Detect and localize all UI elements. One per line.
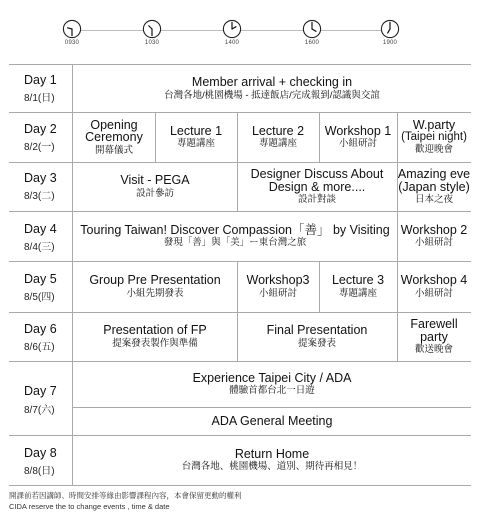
day-name: Day 2 bbox=[24, 122, 57, 136]
event-subtitle: 小組先期發表 bbox=[126, 287, 184, 299]
day-date: 8/8(日) bbox=[24, 466, 55, 477]
event-subtitle: 小組研討 bbox=[338, 138, 377, 150]
event-subtitle: 設計參訪 bbox=[135, 187, 174, 199]
column-divider bbox=[237, 261, 238, 312]
clock-icon bbox=[62, 19, 82, 39]
event-title: Group Pre Presentation bbox=[89, 273, 221, 288]
event-cell bbox=[237, 312, 397, 361]
event-title-line2: Ceremony bbox=[85, 130, 143, 144]
event-title-line2: (Taipei night) bbox=[401, 130, 467, 143]
event-title: Workshop 1 bbox=[324, 123, 392, 138]
timeline bbox=[0, 0, 480, 64]
column-divider bbox=[237, 162, 238, 211]
day-cell bbox=[9, 312, 73, 361]
day-name: Day 5 bbox=[24, 272, 57, 286]
event-cell bbox=[237, 112, 319, 162]
footer-note-zh: 開課前若因講師、時間安排等緣由影響課程內容，本會保留更動的權利 bbox=[9, 491, 242, 500]
clock-1400 bbox=[221, 19, 243, 46]
event-subtitle: 小組研討 bbox=[414, 237, 453, 249]
event-subtitle: 小組研討 bbox=[414, 287, 453, 299]
clock-icon bbox=[142, 19, 162, 39]
clock-1600 bbox=[301, 19, 323, 46]
event-subtitle: 發現「善」與「美」ー東台灣之旅 bbox=[163, 237, 307, 249]
event-cell bbox=[73, 65, 471, 112]
column-divider bbox=[397, 211, 398, 261]
event-cell bbox=[397, 261, 471, 312]
time-label: 1030 bbox=[144, 40, 160, 46]
event-title: Experience Taipei City / ADA bbox=[192, 370, 352, 385]
column-divider bbox=[397, 261, 398, 312]
event-cell bbox=[397, 162, 471, 211]
day-date: 8/5(四) bbox=[24, 292, 55, 303]
clock-1030 bbox=[141, 19, 163, 46]
event-title: Lecture 3 bbox=[331, 273, 385, 288]
day-row-4 bbox=[9, 211, 471, 262]
column-divider bbox=[319, 112, 320, 162]
day-row-2 bbox=[9, 112, 471, 163]
event-cell bbox=[397, 312, 471, 361]
schedule-table bbox=[9, 64, 471, 485]
time-label: 1600 bbox=[304, 40, 320, 46]
event-cell bbox=[73, 408, 471, 435]
day-name: Day 1 bbox=[24, 73, 57, 87]
event-title: Workshop 2 bbox=[400, 222, 468, 237]
day-cell bbox=[9, 162, 73, 211]
time-label: 0930 bbox=[64, 40, 80, 46]
clock-icon bbox=[222, 19, 242, 39]
event-title: Workshop 4 bbox=[400, 273, 468, 288]
event-cell bbox=[73, 162, 237, 211]
event-title: ADA General Meeting bbox=[211, 414, 333, 429]
event-subtitle: 專題講座 bbox=[176, 138, 215, 150]
event-cell bbox=[73, 112, 155, 162]
event-title-line2: (Japan style) bbox=[398, 179, 470, 194]
clock-0930 bbox=[61, 19, 83, 46]
event-subtitle: 歡送晚會 bbox=[414, 344, 453, 355]
clock-icon bbox=[380, 19, 400, 39]
event-title: Member arrival + checking in bbox=[191, 75, 353, 90]
event-title: Final Presentation bbox=[266, 323, 368, 338]
day-row-5 bbox=[9, 261, 471, 313]
time-label: 1900 bbox=[382, 40, 398, 46]
event-subtitle: 台灣各地、桃園機場、道別、期待再相見！ bbox=[181, 461, 363, 473]
event-subtitle: 提案發表製作與準備 bbox=[112, 337, 198, 349]
column-divider bbox=[237, 112, 238, 162]
event-subtitle: 日本之夜 bbox=[414, 194, 453, 205]
day-date: 8/6(五) bbox=[24, 342, 55, 353]
event-cell bbox=[397, 112, 471, 162]
event-title: Lecture 1 bbox=[169, 123, 223, 138]
column-divider bbox=[397, 112, 398, 162]
day-name: Day 7 bbox=[24, 384, 57, 398]
event-cell bbox=[319, 261, 397, 312]
column-divider bbox=[397, 312, 398, 361]
event-cell bbox=[237, 162, 397, 211]
event-cell bbox=[73, 312, 237, 361]
day-date: 8/7(六) bbox=[24, 405, 55, 416]
event-title: Presentation of FP bbox=[103, 323, 207, 338]
day-row-6 bbox=[9, 312, 471, 362]
event-subtitle: 專題講座 bbox=[258, 138, 297, 150]
event-title: Designer Discuss About bbox=[250, 167, 384, 181]
event-cell bbox=[73, 435, 471, 485]
event-title: Workshop3 bbox=[246, 273, 310, 288]
event-cell bbox=[397, 211, 471, 261]
event-title: Amazing eve bbox=[397, 167, 471, 181]
event-title: Return Home bbox=[234, 446, 310, 461]
day-cell bbox=[9, 112, 73, 162]
event-title: Touring Taiwan! Discover Compassion「善」 by Visiting bbox=[80, 222, 390, 237]
day-row-1 bbox=[9, 65, 471, 113]
day-date: 8/3(二) bbox=[24, 191, 55, 202]
event-title: Lecture 2 bbox=[251, 123, 305, 138]
event-cell bbox=[237, 261, 319, 312]
day-name: Day 4 bbox=[24, 222, 57, 236]
day-cell bbox=[9, 361, 73, 435]
event-title: Visit - PEGA bbox=[120, 173, 190, 188]
footer-note-en: CIDA reserve the to change events , time & date bbox=[9, 502, 170, 511]
day-row-3 bbox=[9, 162, 471, 212]
day-cell bbox=[9, 211, 73, 261]
event-cell bbox=[73, 211, 397, 261]
event-subtitle: 設計對談 bbox=[297, 194, 336, 205]
column-divider bbox=[155, 112, 156, 162]
event-cell bbox=[319, 112, 397, 162]
clock-1900 bbox=[379, 19, 401, 46]
day-name: Day 6 bbox=[24, 322, 57, 336]
event-subtitle: 開幕儀式 bbox=[94, 144, 133, 156]
day-cell bbox=[9, 435, 73, 485]
clock-icon bbox=[302, 19, 322, 39]
event-title: W.party bbox=[412, 118, 456, 133]
day-cell bbox=[9, 261, 73, 312]
event-subtitle: 歡迎晚會 bbox=[414, 143, 453, 155]
column-divider bbox=[237, 312, 238, 361]
day-row-7 bbox=[9, 361, 471, 436]
event-title-line2: Design & more.... bbox=[268, 179, 366, 194]
event-subtitle: 專題講座 bbox=[338, 287, 377, 299]
day-name: Day 8 bbox=[24, 446, 57, 460]
event-title: Farewell party bbox=[410, 317, 458, 344]
day-cell bbox=[9, 65, 73, 112]
day-date: 8/1(日) bbox=[24, 93, 55, 104]
day-date: 8/2(一) bbox=[24, 142, 55, 153]
event-cell bbox=[155, 112, 237, 162]
event-title: Opening bbox=[90, 117, 138, 132]
day-row-8 bbox=[9, 435, 471, 486]
event-subtitle: 體驗首都台北一日遊 bbox=[229, 385, 315, 397]
column-divider bbox=[319, 261, 320, 312]
day-name: Day 3 bbox=[24, 171, 57, 185]
day-date: 8/4(三) bbox=[24, 242, 55, 253]
column-divider bbox=[397, 162, 398, 211]
event-subtitle: 小組研討 bbox=[258, 287, 297, 299]
event-subtitle: 提案發表 bbox=[297, 337, 336, 349]
event-cell bbox=[73, 261, 237, 312]
event-cell bbox=[73, 361, 471, 407]
event-subtitle: 台灣各地/桃園機場 - 抵達飯店/完成報到/認識與交誼 bbox=[164, 89, 380, 101]
time-label: 1400 bbox=[224, 40, 240, 46]
